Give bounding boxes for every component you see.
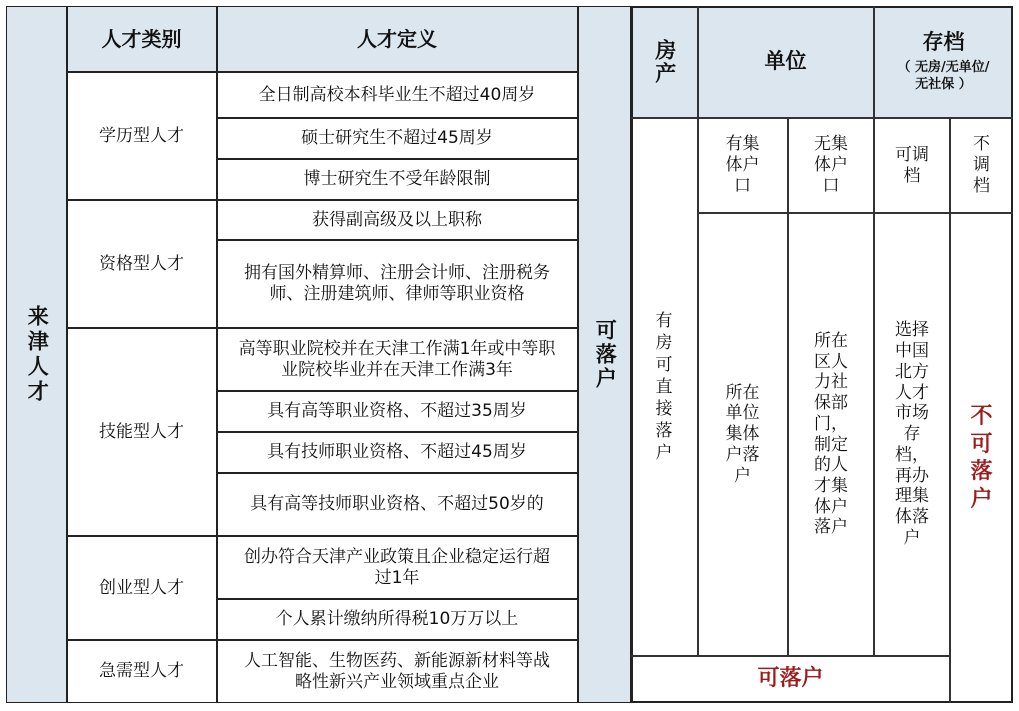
header-unit: 单位 bbox=[697, 6, 874, 118]
category-cell: 急需型人才 bbox=[99, 661, 184, 682]
subheader-unit-without: 无集体户口 bbox=[814, 134, 848, 196]
definition-cell: 高等职业院校并在天津工作满1年或中等职业院校毕业并在天津工作满3年 bbox=[238, 338, 556, 380]
definition-cell: 获得副高级及以上职称 bbox=[312, 209, 482, 230]
outcome-unit-with: 所在单位集体户落户 bbox=[725, 382, 760, 486]
left-label: 来津人才 bbox=[25, 304, 50, 405]
header-archive: 存档 （ 无房/无单位/无社保 ） bbox=[874, 6, 1013, 118]
status-column: 可落户 bbox=[578, 6, 631, 703]
outcome-bottom: 可落户 bbox=[757, 666, 824, 692]
category-cell: 技能型人才 bbox=[99, 421, 184, 442]
subheader-unit-with: 有集体户口 bbox=[725, 134, 760, 196]
outcome-archive-no-transfer: 不可落户 bbox=[970, 404, 993, 512]
header-definition: 人才定义 bbox=[216, 6, 578, 72]
definition-cell: 拥有国外精算师、注册会计师、注册税务师、注册建筑师、律师等职业资格 bbox=[244, 263, 550, 304]
subheader-archive-no-transfer: 不调档 bbox=[973, 134, 990, 196]
left-label-cell bbox=[6, 6, 67, 703]
definition-cell: 创办符合天津产业政策且企业稳定运行超过1年 bbox=[244, 546, 550, 588]
definition-cell: 具有高等职业资格、不超过35周岁 bbox=[267, 401, 527, 422]
definition-cell: 人工智能、生物医药、新能源新材料等战略性新兴产业领域重点企业 bbox=[244, 650, 550, 692]
definition-cell: 博士研究生不受年龄限制 bbox=[303, 169, 491, 190]
category-cell: 资格型人才 bbox=[99, 253, 184, 274]
category-cell: 创业型人才 bbox=[99, 577, 184, 598]
outcome-archive-transfer: 选择中国北方人才市场存档，再办理集体落户 bbox=[895, 320, 929, 548]
definition-cell: 全日制高校本科毕业生不超过40周岁 bbox=[258, 84, 536, 105]
header-housing: 房产 bbox=[631, 6, 697, 118]
definition-cell: 具有技师职业资格、不超过45周岁 bbox=[267, 442, 527, 463]
definition-cell: 个人累计缴纳所得税10万万以上 bbox=[275, 609, 519, 630]
definition-cell: 硕士研究生不超过45周岁 bbox=[301, 128, 493, 149]
outcome-housing: 有房可直接落户 bbox=[655, 310, 673, 464]
header-category: 人才类别 bbox=[67, 6, 216, 72]
category-cell: 学历型人才 bbox=[99, 125, 184, 146]
definition-cell: 具有高等技师职业资格、不超过50岁的 bbox=[250, 494, 544, 515]
outcome-unit-without: 所在区人力社保部门，制定的人才集体户落户 bbox=[814, 330, 848, 538]
subheader-archive-transfer: 可调档 bbox=[895, 144, 929, 186]
